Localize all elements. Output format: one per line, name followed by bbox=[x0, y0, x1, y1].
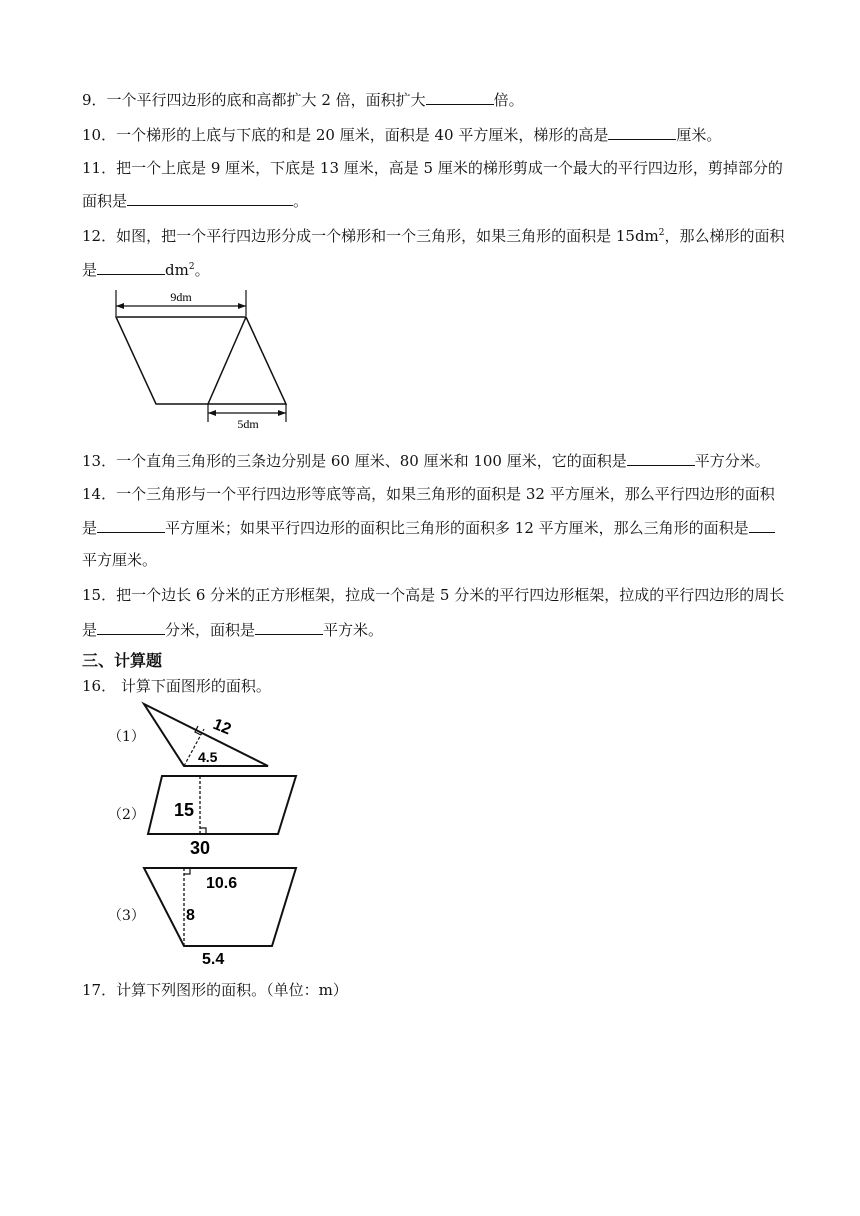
answer-blank[interactable] bbox=[749, 517, 775, 533]
question-text: 分米，面积是 bbox=[165, 621, 256, 639]
question-text: 17．计算下列图形的面积。（单位：m） bbox=[82, 981, 348, 999]
question-12 bbox=[82, 226, 785, 246]
question-text: 厘米。 bbox=[676, 126, 722, 144]
question-12-line2 bbox=[82, 259, 210, 280]
superscript: 2 bbox=[658, 228, 665, 238]
answer-blank[interactable] bbox=[97, 259, 165, 275]
dimension-label-top: 9dm bbox=[170, 290, 192, 304]
question-10 bbox=[82, 124, 721, 145]
question-text: 平方厘米。 bbox=[82, 551, 158, 569]
figure-label-3: （3） bbox=[108, 908, 145, 924]
top-base-label: 10.6 bbox=[206, 875, 238, 892]
base-label: 30 bbox=[190, 838, 211, 858]
section-heading: 三、计算题 bbox=[82, 651, 163, 670]
question-text: 平方分米。 bbox=[694, 452, 770, 470]
question-text: 平方米。 bbox=[323, 621, 384, 639]
trapezoid-figure bbox=[140, 864, 300, 968]
question-14-line3 bbox=[82, 550, 157, 570]
question-text: 平方厘米；如果平行四边形的面积比三角形的面积多 12 平方厘米，那么三角形的面积是 bbox=[165, 519, 749, 537]
answer-blank[interactable] bbox=[97, 517, 165, 533]
dimension-label-bottom: 5dm bbox=[237, 417, 259, 431]
figure-label-1: （1） bbox=[108, 729, 145, 745]
question-text: 13．一个直角三角形的三条边分别是 60 厘米、80 厘米和 100 厘米，它的面积是 bbox=[82, 452, 627, 470]
superscript: 2 bbox=[188, 262, 195, 272]
question-16 bbox=[82, 676, 271, 696]
question-17 bbox=[82, 980, 348, 1000]
question-13 bbox=[82, 450, 770, 471]
question-15 bbox=[82, 585, 784, 605]
question-text: 。 bbox=[293, 192, 309, 210]
question-text: 。 bbox=[194, 261, 210, 279]
question-text: 10．一个梯形的上底与下底的和是 20 厘米，面积是 40 平方厘米，梯形的高是 bbox=[82, 126, 609, 144]
question-11-line2 bbox=[82, 190, 308, 211]
question-text: 15．把一个边长 6 分米的正方形框架，拉成一个高是 5 分米的平行四边形框架，拉成的平行四边形的周长 bbox=[82, 586, 785, 604]
answer-blank[interactable] bbox=[426, 89, 494, 105]
question-text: 14．一个三角形与一个平行四边形等底等高，如果三角形的面积是 32 平方厘米，那么平行四边形的面积 bbox=[82, 485, 775, 503]
question-text: 11．把一个上底是 9 厘米，下底是 13 厘米，高是 5 厘米的梯形剪成一个最大的平行四边形，剪掉部分的 bbox=[82, 159, 783, 177]
answer-blank[interactable] bbox=[627, 450, 695, 466]
base-label: 4.5 bbox=[198, 749, 218, 765]
question-text: 16． 计算下面图形的面积。 bbox=[82, 677, 271, 695]
parallelogram-figure bbox=[144, 770, 300, 858]
question-text: 12．如图，把一个平行四边形分成一个梯形和一个三角形，如果三角形的面积是 15dm bbox=[82, 227, 659, 245]
answer-blank[interactable] bbox=[97, 619, 165, 635]
question-text: dm bbox=[165, 261, 189, 279]
question-15-line2 bbox=[82, 619, 383, 640]
height-label: 15 bbox=[174, 800, 195, 820]
question-11 bbox=[82, 158, 783, 178]
triangle-figure bbox=[138, 700, 276, 772]
question-text: 是 bbox=[82, 621, 98, 639]
question-text: 面积是 bbox=[82, 192, 128, 210]
bottom-base-label: 5.4 bbox=[202, 951, 225, 968]
figure-label-2: （2） bbox=[108, 807, 145, 823]
question-14 bbox=[82, 484, 775, 504]
question-text: 是 bbox=[82, 261, 98, 279]
question-text: 9．一个平行四边形的底和高都扩大 2 倍，面积扩大 bbox=[82, 91, 426, 109]
answer-blank[interactable] bbox=[127, 190, 293, 206]
question-9 bbox=[82, 89, 524, 110]
answer-blank[interactable] bbox=[608, 124, 676, 140]
question-14-line2 bbox=[82, 517, 775, 538]
question-text: 是 bbox=[82, 519, 98, 537]
parallelogram-split-figure bbox=[108, 286, 294, 434]
height-label: 8 bbox=[186, 907, 195, 924]
question-text: 倍。 bbox=[493, 91, 524, 109]
answer-blank[interactable] bbox=[255, 619, 323, 635]
slant-side-label: 12 bbox=[210, 715, 234, 739]
question-text: ，那么梯形的面积 bbox=[664, 227, 785, 245]
